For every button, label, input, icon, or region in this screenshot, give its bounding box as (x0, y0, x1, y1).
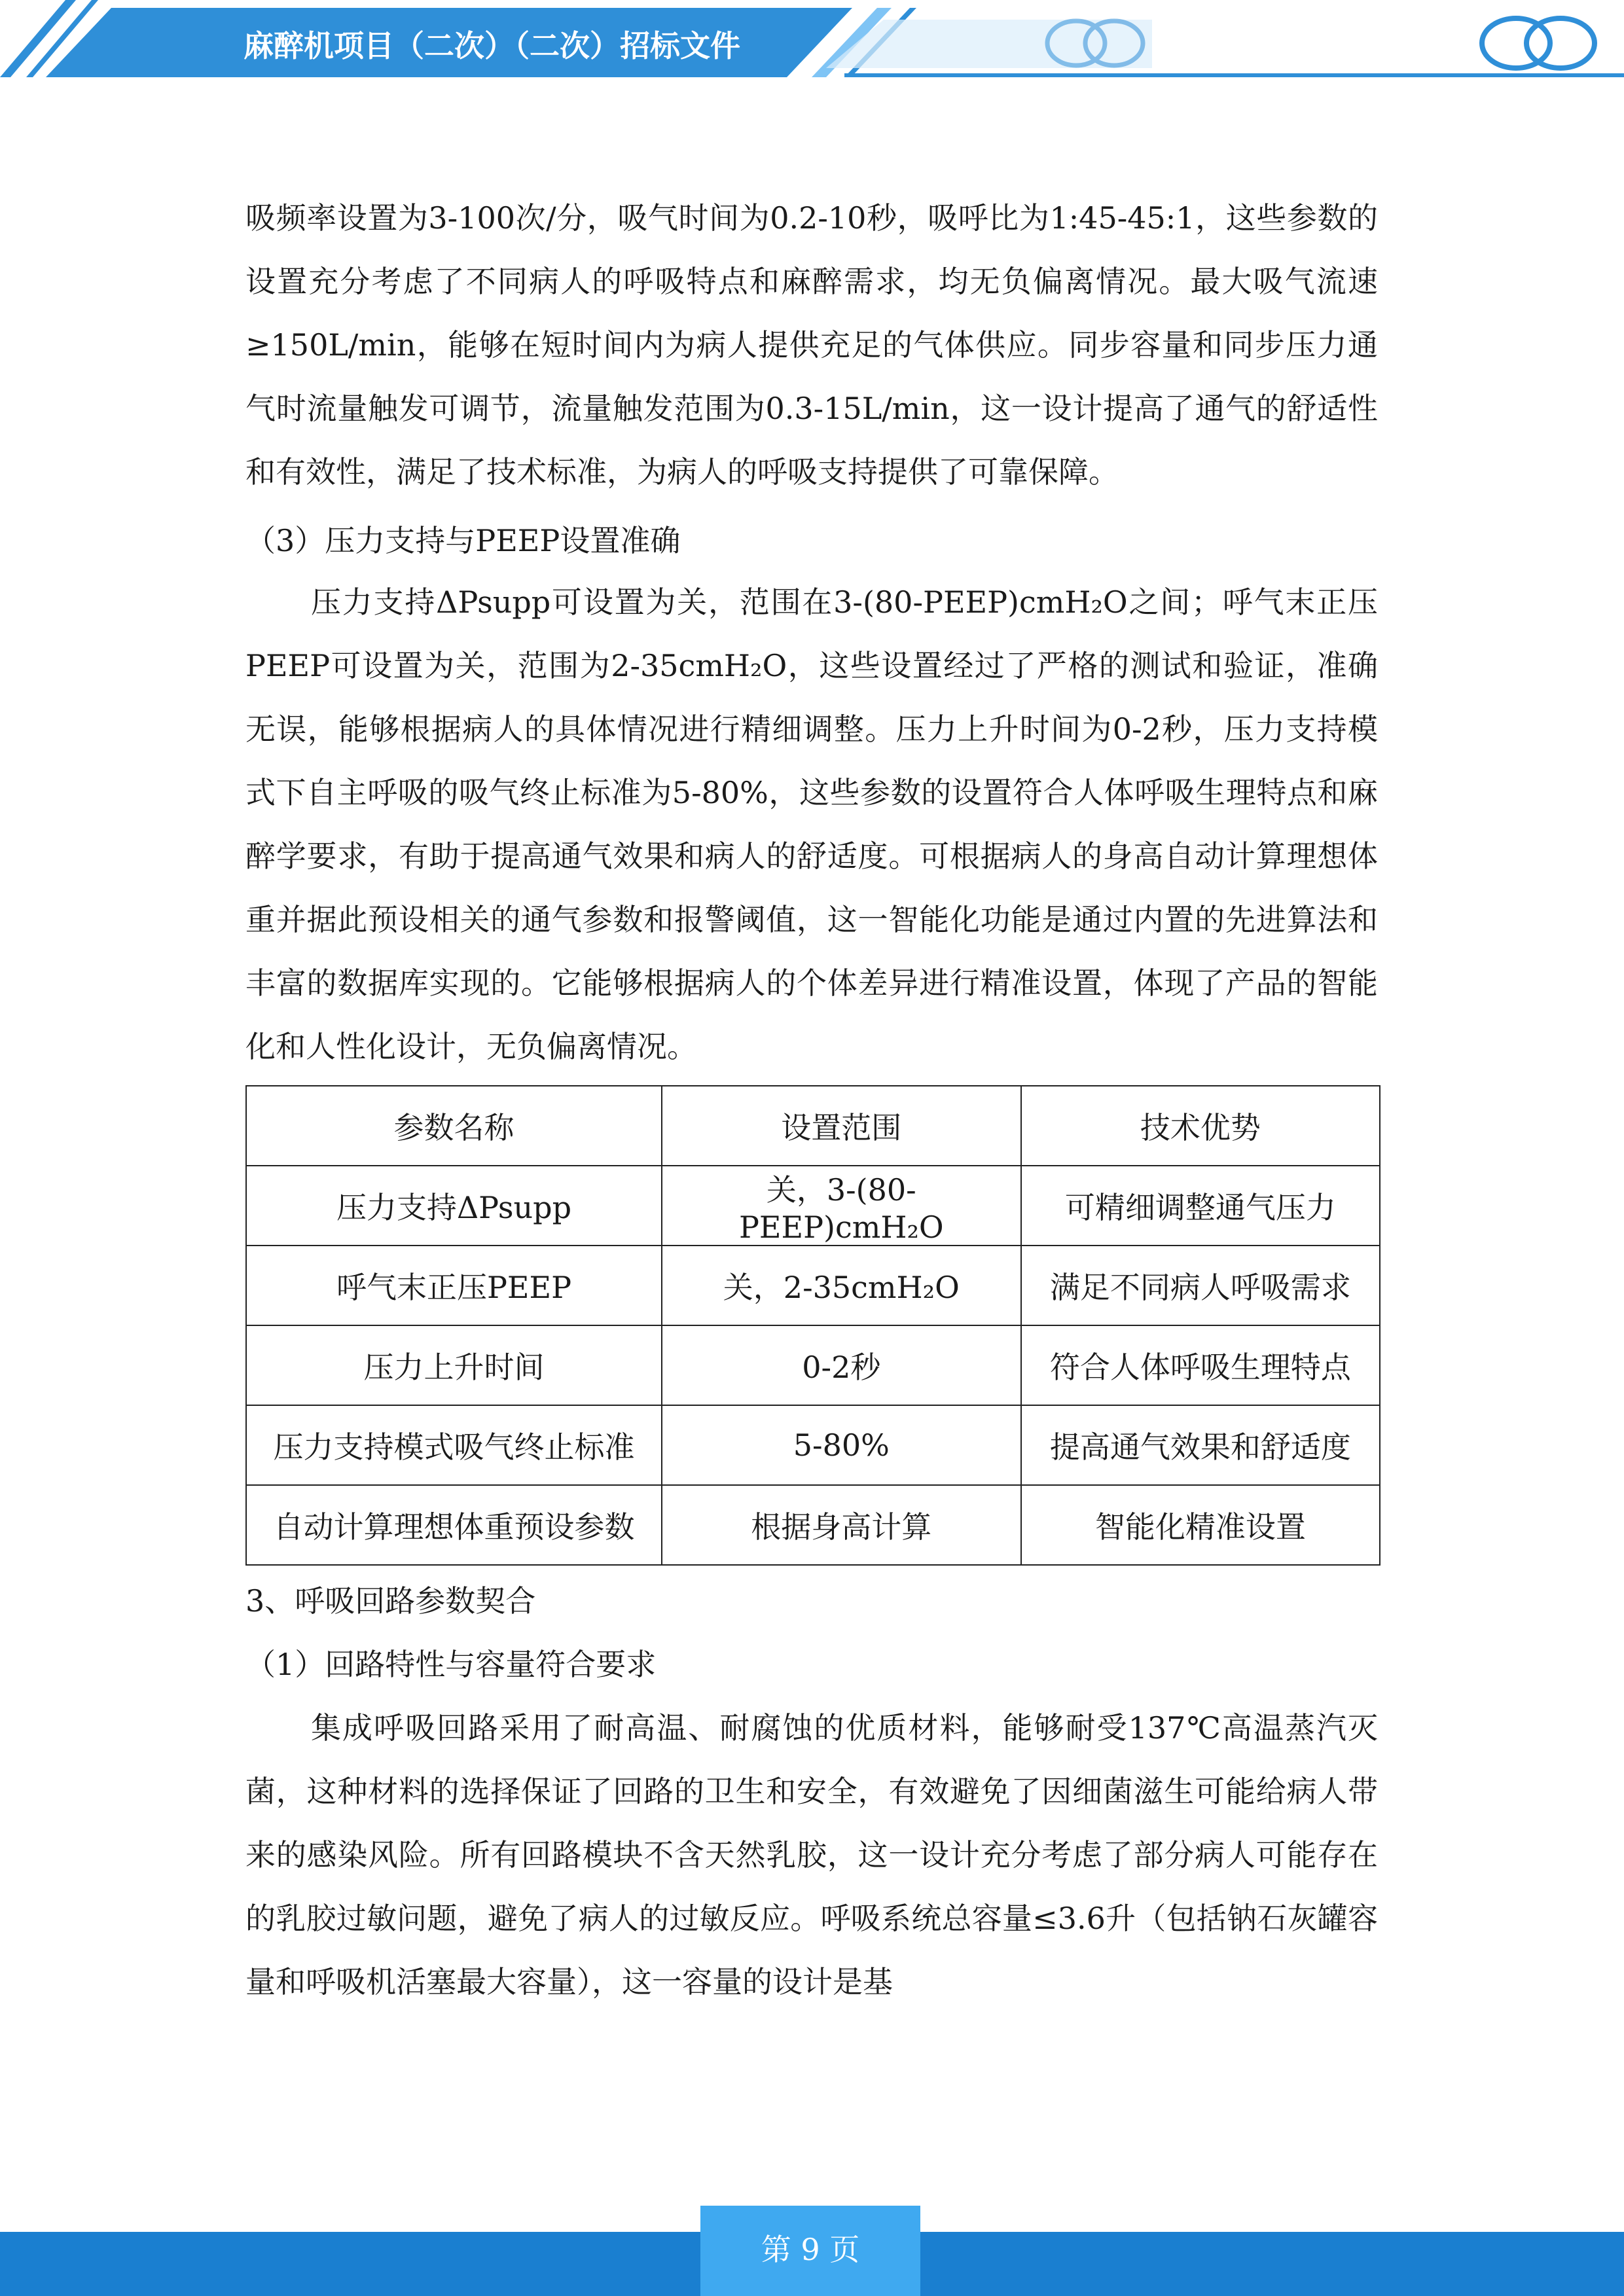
section-heading-pressure-support: （3）压力支持与PEEP设置准确 (245, 523, 681, 558)
table-cell: 提高通气效果和舒适度 (1021, 1405, 1380, 1485)
table-row (246, 1246, 1380, 1325)
table-row (246, 1325, 1380, 1405)
table-cell: 满足不同病人呼吸需求 (1021, 1246, 1380, 1325)
table-cell: 压力支持ΔPsupp (246, 1166, 662, 1246)
table-cell: 5-80% (662, 1405, 1021, 1485)
paragraph-pressure-support: 压力支持ΔPsupp可设置为关，范围在3-(80-PEEP)cmH₂O之间；呼气末正压PEEP可设置为关，范围为2-35cmH₂O，这些设置经过了严格的测试和验证，准确无误，能够根据病人的具体情况进行精细调整。压力上升时间为0-2秒，压力支持模式下自主呼吸的吸气终止标准为5-80%，这些参数的设置符合人体呼吸生理特点和麻醉学要求，有助于提高通气效果和病人的舒适度。可根据病人的身高自动计算理想体重并据此预设相关的通气参数和报警阈值，这一智能化功能是通过内置的先进算法和丰富的数据库实现的。它能够根据病人的个体差异进行精准设置，体现了产品的智能化和人性化设计，无负偏离情况。 (245, 584, 1378, 1064)
table-header-cell: 设置范围 (662, 1086, 1021, 1166)
table-cell: 可精细调整通气压力 (1021, 1166, 1380, 1246)
table-cell: 关，2-35cmH₂O (662, 1246, 1021, 1325)
parameter-table (245, 1085, 1380, 1566)
table-header-cell: 参数名称 (246, 1086, 662, 1166)
paragraph-breathing-circuit: 集成呼吸回路采用了耐高温、耐腐蚀的优质材料，能够耐受137℃高温蒸汽灭菌，这种材料的选择保证了回路的卫生和安全，有效避免了因细菌滋生可能给病人带来的感染风险。所有回路模块不含天然乳胶，这一设计充分考虑了部分病人可能存在的乳胶过敏问题，避免了病人的过敏反应。呼吸系统总容量≤3.6升（包括钠石灰罐容量和呼吸机活塞最大容量），这一容量的设计是基 (245, 1710, 1378, 2000)
subsection-heading-circuit-capacity: （1）回路特性与容量符合要求 (245, 1647, 657, 1682)
double-ring-logo-icon (1482, 18, 1595, 68)
table-header-cell: 技术优势 (1021, 1086, 1380, 1166)
table-row (246, 1166, 1380, 1246)
table-cell: 关，3-(80-PEEP)cmH₂O (662, 1166, 1021, 1246)
section-heading-breathing-circuit: 3、呼吸回路参数契合 (245, 1583, 536, 1619)
table-cell: 符合人体呼吸生理特点 (1021, 1325, 1380, 1405)
table-header-row (246, 1086, 1380, 1166)
table-cell: 根据身高计算 (662, 1485, 1021, 1565)
table-cell: 0-2秒 (662, 1325, 1021, 1405)
page-number: 第 9 页 (761, 2232, 860, 2267)
page-header (0, 0, 1624, 92)
document-title: 麻醉机项目（二次）（二次）招标文件 (244, 28, 740, 63)
table-cell: 智能化精准设置 (1021, 1485, 1380, 1565)
table-cell: 自动计算理想体重预设参数 (246, 1485, 662, 1565)
table-cell: 压力支持模式吸气终止标准 (246, 1405, 662, 1485)
page-content (245, 187, 1378, 2014)
table-cell: 呼气末正压PEEP (246, 1246, 662, 1325)
table-row (246, 1405, 1380, 1485)
table-cell: 压力上升时间 (246, 1325, 662, 1405)
table-row (246, 1485, 1380, 1565)
paragraph-ventilation-params: 吸频率设置为3-100次/分，吸气时间为0.2-10秒，吸呼比为1:45-45:1，这些参数的设置充分考虑了不同病人的呼吸特点和麻醉需求，均无负偏离情况。最大吸气流速≥150L/min，能够在短时间内为病人提供充足的气体供应。同步容量和同步压力通气时流量触发可调节，流量触发范围为0.3-15L/min，这一设计提高了通气的舒适性和有效性，满足了技术标准，为病人的呼吸支持提供了可靠保障。 (245, 200, 1378, 490)
